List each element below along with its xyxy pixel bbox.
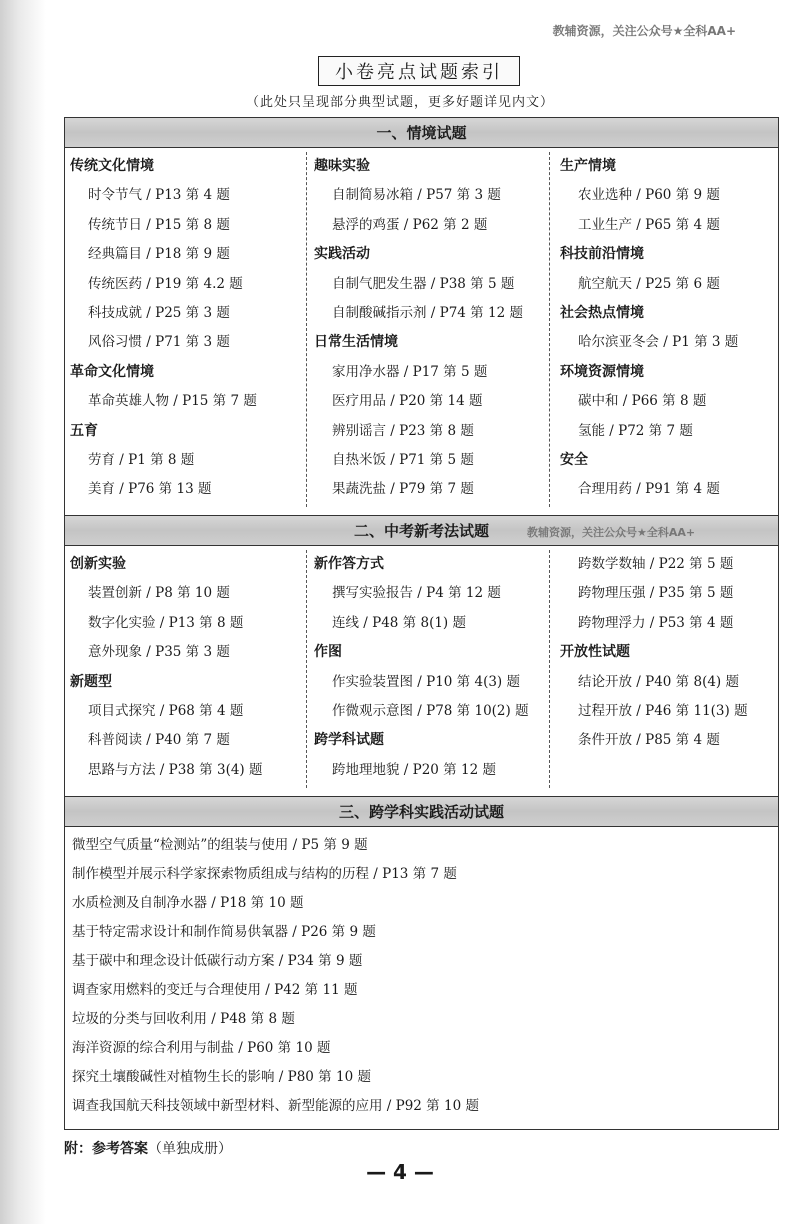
section-heading-1-text: 一、情境试题 — [376, 124, 467, 142]
index-item: 传统节日 / P15 第 8 题 — [88, 216, 230, 233]
section-1-col-2 — [314, 152, 523, 505]
index-item: 果蔬洗盐 / P79 第 7 题 — [332, 481, 474, 498]
index-item: 航空航天 / P25 第 6 题 — [578, 275, 720, 292]
section-1-col-1 — [70, 152, 257, 505]
section-heading-2-text: 二、中考新考法试题 — [353, 522, 489, 540]
list-item: 调查家用燃料的变迁与合理使用 / P42 第 11 题 — [72, 982, 358, 998]
index-item: 悬浮的鸡蛋 / P62 第 2 题 — [332, 216, 488, 233]
index-item: 科技成就 / P25 第 3 题 — [88, 304, 230, 321]
index-item: 过程开放 / P46 第 11(3) 题 — [578, 702, 748, 719]
category-heading: 新题型 — [70, 673, 112, 690]
section-1-col-3 — [560, 152, 738, 505]
index-item: 劳育 / P1 第 8 题 — [88, 451, 195, 468]
index-item: 自制酸碱指示剂 / P74 第 12 题 — [332, 304, 523, 321]
index-item: 结论开放 / P40 第 8(4) 题 — [578, 673, 739, 690]
section-heading-2 — [65, 515, 778, 546]
list-item: 垃圾的分类与回收利用 / P48 第 8 题 — [72, 1011, 295, 1027]
category-heading: 日常生活情境 — [314, 334, 398, 351]
index-item: 装置创新 / P8 第 10 题 — [88, 585, 230, 602]
category-heading: 社会热点情境 — [560, 304, 644, 321]
category-heading: 趣味实验 — [314, 158, 370, 174]
index-item: 碳中和 / P66 第 8 题 — [578, 393, 707, 410]
list-item: 探究土壤酸碱性对植物生长的影响 / P80 第 10 题 — [72, 1069, 371, 1085]
index-item: 科普阅读 / P40 第 7 题 — [88, 732, 230, 749]
section-2-col-3 — [560, 550, 748, 756]
index-item: 自制气肥发生器 / P38 第 5 题 — [332, 275, 515, 292]
divider — [306, 550, 307, 788]
index-item: 家用净水器 / P17 第 5 题 — [332, 363, 488, 380]
list-item: 制作模型并展示科学家探索物质组成与结构的历程 / P13 第 7 题 — [72, 866, 457, 882]
index-item: 传统医药 / P19 第 4.2 题 — [88, 275, 243, 292]
index-item: 意外现象 / P35 第 3 题 — [88, 644, 230, 661]
index-item: 跨数学数轴 / P22 第 5 题 — [578, 556, 734, 572]
watermark-top: 教辅资源，关注公众号★全科AA+ — [552, 24, 736, 38]
index-item: 作实验装置图 / P10 第 4(3) 题 — [332, 673, 520, 690]
category-heading: 实践活动 — [314, 246, 370, 263]
category-heading: 革命文化情境 — [70, 363, 154, 380]
category-heading: 安全 — [560, 451, 588, 468]
list-item: 水质检测及自制净水器 / P18 第 10 题 — [72, 895, 304, 911]
index-item: 撰写实验报告 / P4 第 12 题 — [332, 585, 501, 602]
category-heading: 五育 — [70, 422, 98, 439]
section-heading-3 — [65, 796, 778, 827]
index-item: 跨物理浮力 / P53 第 4 题 — [578, 614, 734, 631]
page-number: — 4 — — [366, 1160, 434, 1184]
index-item: 作微观示意图 / P78 第 10(2) 题 — [332, 702, 529, 719]
index-item: 革命英雄人物 / P15 第 7 题 — [88, 393, 257, 410]
index-item: 医疗用品 / P20 第 14 题 — [332, 393, 483, 410]
index-item: 连线 / P48 第 8(1) 题 — [332, 614, 466, 631]
list-item: 基于特定需求设计和制作简易供氧器 / P26 第 9 题 — [72, 924, 376, 940]
section-2-col-2 — [314, 550, 529, 785]
index-item: 氢能 / P72 第 7 题 — [578, 422, 693, 439]
footer-note — [64, 1138, 232, 1158]
category-heading: 科技前沿情境 — [560, 246, 644, 263]
list-item: 海洋资源的综合利用与制盐 / P60 第 10 题 — [72, 1040, 331, 1056]
page-subtitle: （此处只呈现部分典型试题，更多好题详见内文） — [245, 95, 554, 110]
page-edge-shadow — [0, 0, 46, 1224]
category-heading: 新作答方式 — [314, 556, 384, 572]
index-item: 自制简易冰箱 / P57 第 3 题 — [332, 187, 501, 204]
category-heading: 开放性试题 — [560, 644, 630, 661]
index-item: 自热米饭 / P71 第 5 题 — [332, 451, 474, 468]
index-item: 农业选种 / P60 第 9 题 — [578, 187, 720, 204]
category-heading: 生产情境 — [560, 158, 616, 174]
category-heading: 传统文化情境 — [70, 158, 154, 174]
index-item: 跨地理地貌 / P20 第 12 题 — [332, 761, 496, 778]
section-heading-3-text: 三、跨学科实践活动试题 — [338, 803, 504, 821]
index-item: 风俗习惯 / P71 第 3 题 — [88, 334, 230, 351]
divider — [306, 152, 307, 507]
category-heading: 作图 — [314, 644, 342, 661]
index-item: 条件开放 / P85 第 4 题 — [578, 732, 720, 749]
watermark-inline: 教辅资源，关注公众号★全科AA+ — [527, 526, 696, 539]
index-item: 思路与方法 / P38 第 3(4) 题 — [88, 761, 263, 778]
footer-note-text: （单独成册） — [148, 1141, 232, 1157]
category-heading: 跨学科试题 — [314, 732, 384, 749]
index-item: 合理用药 / P91 第 4 题 — [578, 481, 720, 498]
index-item: 辨别谣言 / P23 第 8 题 — [332, 422, 474, 439]
divider — [549, 550, 550, 788]
category-heading: 创新实验 — [70, 556, 126, 572]
index-item: 美育 / P76 第 13 题 — [88, 481, 212, 498]
list-item: 基于碳中和理念设计低碳行动方案 / P34 第 9 题 — [72, 953, 363, 969]
index-item: 时令节气 / P13 第 4 题 — [88, 187, 230, 204]
section-heading-1 — [65, 117, 778, 148]
section-2-col-1 — [70, 550, 262, 785]
page-title: 小卷亮点试题索引 — [318, 56, 520, 86]
index-item: 哈尔滨亚冬会 / P1 第 3 题 — [578, 334, 739, 351]
index-item: 经典篇目 / P18 第 9 题 — [88, 246, 230, 263]
category-heading: 环境资源情境 — [560, 363, 644, 380]
footer-label: 附：参考答案 — [64, 1141, 148, 1157]
index-item: 工业生产 / P65 第 4 题 — [578, 216, 720, 233]
divider — [549, 152, 550, 507]
index-item: 跨物理压强 / P35 第 5 题 — [578, 585, 734, 602]
index-item: 项目式探究 / P68 第 4 题 — [88, 702, 244, 719]
list-item: 微型空气质量“检测站”的组装与使用 / P5 第 9 题 — [72, 837, 368, 853]
list-item: 调查我国航天科技领域中新型材料、新型能源的应用 / P92 第 10 题 — [72, 1098, 479, 1114]
index-item: 数字化实验 / P13 第 8 题 — [88, 614, 244, 631]
